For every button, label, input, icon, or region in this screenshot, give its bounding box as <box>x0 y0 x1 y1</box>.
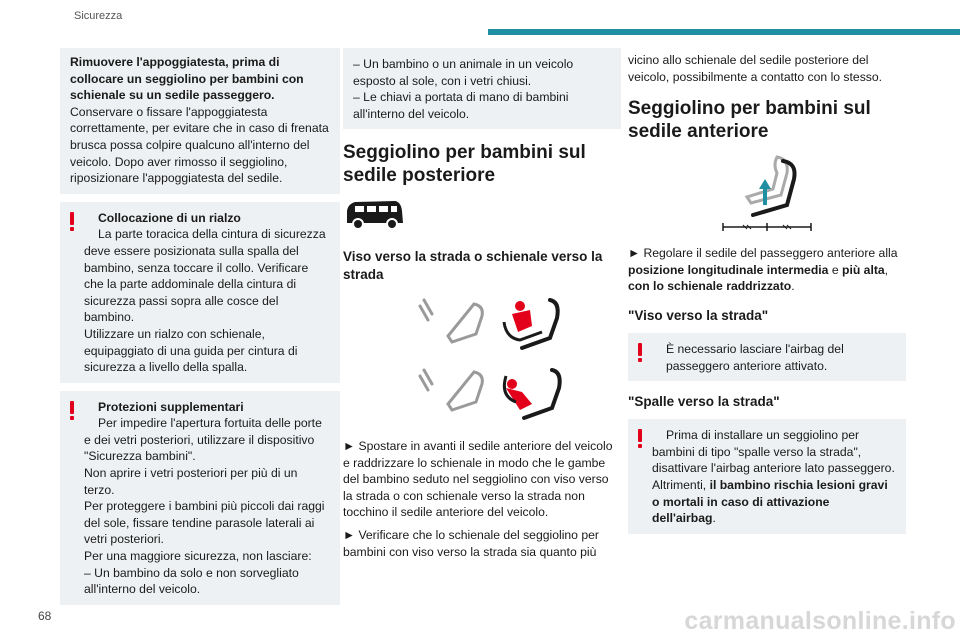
booster-warning-text-2: Utilizzare un rialzo con schienale, equipaggiato di una guida per cintura di sicurezza a livello della spalla. <box>84 326 298 375</box>
rear-seat-subheading: Viso verso la strada o schienale verso la strada <box>343 248 603 282</box>
minivan-icon <box>343 197 621 236</box>
column-left <box>60 48 340 613</box>
forward-facing-warning-text: È necessario lasciare l'airbag del passeggero anteriore attivato. <box>666 341 844 373</box>
booster-warning-text: La parte toracica della cintura di sicurezza deve essere posizionata sulla spalla del bambino, senza toccare il collo. Verificare che la parte addominale della cintura di sicurezza passi sopra alle cosce del bambino. <box>84 227 326 325</box>
extra-protection-text-4: Per una maggiore sicurezza, non lasciare: <box>84 549 312 564</box>
extra-protection-text-2: Non aprire i vetri posteriori per più di un terzo. <box>84 466 298 497</box>
warning-icon <box>67 212 77 232</box>
front-seat-instruction-b: posizione longitudinale intermedia <box>628 262 829 277</box>
extra-protection-title: Protezioni supplementari <box>98 399 244 414</box>
seat-adjust-illustration <box>717 153 817 237</box>
do-not-leave-text-1: – Un bambino o un animale in un veicolo esposto al sole, con i vetri chiusi. <box>353 57 574 88</box>
rear-seat-instruction-2: ► Verificare che lo schienale del seggiolino per bambini con viso verso la strada sia quanto più <box>343 527 599 559</box>
rear-seat-heading: Seggiolino per bambini sul sedile posteriore <box>343 142 586 187</box>
forward-facing-warning-box <box>628 333 906 381</box>
headrest-note-title: Rimuovere l'appoggiatesta, prima di collocare un seggiolino per bambini con schienale su un sedile passeggero. <box>70 55 304 103</box>
rear-seat-illustrations <box>343 292 621 428</box>
child-seat-illustration <box>392 292 572 428</box>
warning-icon <box>67 401 77 421</box>
headrest-note-text: Conservare o fissare l'appoggiatesta correttamente, per evitare che in caso di frenata brusca possa colpire qualcuno all'interno del veicolo. Dopo aver rimosso il seggiolino, riposizionare l'appoggiatesta del sedile. <box>70 104 329 186</box>
warning-icon <box>635 343 645 363</box>
rear-facing-warning-box <box>628 419 906 534</box>
warning-icon <box>635 429 645 449</box>
booster-warning-box <box>60 202 340 383</box>
extra-protection-text-5: – Un bambino da solo e non sorvegliato all'interno del veicolo. <box>84 565 299 597</box>
front-seat-instruction <box>628 245 906 295</box>
extra-protection-warning-box <box>60 391 340 605</box>
page-number: 68 <box>38 609 52 623</box>
rear-seat-instruction-continued: vicino allo schienale del sedile posteriore del veicolo, possibilmente a contatto con lo stesso. <box>628 53 883 84</box>
column-right <box>628 52 906 542</box>
header-section: Sicurezza <box>74 10 123 22</box>
rear-facing-warning-text-c: . <box>712 511 716 526</box>
front-seat-instruction-g: . <box>791 279 795 294</box>
watermark: carmanualsonline.info <box>684 607 956 635</box>
rear-facing-warning-text-a: Prima di installare un seggiolino per bambini di tipo "spalle verso la strada", disattivare l'airbag anteriore lato passeggero. Altrimenti, <box>652 428 895 492</box>
do-not-leave-box <box>343 48 621 129</box>
front-seat-instruction-f: con lo schienale raddrizzato <box>628 279 792 294</box>
headrest-note-box <box>60 48 340 194</box>
booster-warning-title: Collocazione di un rialzo <box>98 210 241 225</box>
extra-protection-text: Per impedire l'apertura fortuita delle porte e dei vetri posteriori, utilizzare il dispositivo "Sicurezza bambini". <box>84 416 322 464</box>
front-seat-instruction-e: , <box>884 262 889 277</box>
column-middle <box>343 48 621 566</box>
front-seat-instruction-a: ► Regolare il sedile del passeggero anteriore alla <box>628 246 898 261</box>
front-seat-instruction-c: e <box>828 262 842 277</box>
rear-facing-warning-text-b: il bambino rischia lesioni gravi o mortali in caso di attivazione dell'airbag <box>652 477 888 526</box>
front-seat-heading: Seggiolino per bambini sul sedile anteriore <box>628 98 871 143</box>
rear-seat-instruction-1: ► Spostare in avanti il sedile anteriore del veicolo e raddrizzare lo schienale in modo che le gambe del bambino seduto nel seggiolino con viso verso la strada o con schienale verso la strada non tocchino il sedile anteriore del veicolo. <box>343 438 613 520</box>
front-seat-illustration <box>628 153 906 237</box>
rear-facing-heading: "Spalle verso la strada" <box>628 394 780 410</box>
header-accent-rule <box>488 29 960 35</box>
front-seat-instruction-d: più alta <box>842 262 885 277</box>
extra-protection-text-3: Per proteggere i bambini più piccoli dai raggi del sole, fissare tendine parasole laterali ai vetri posteriori. <box>84 499 325 547</box>
do-not-leave-text-2: – Le chiavi a portata di mano di bambini all'interno del veicolo. <box>353 90 569 121</box>
forward-facing-heading: "Viso verso la strada" <box>628 307 769 323</box>
